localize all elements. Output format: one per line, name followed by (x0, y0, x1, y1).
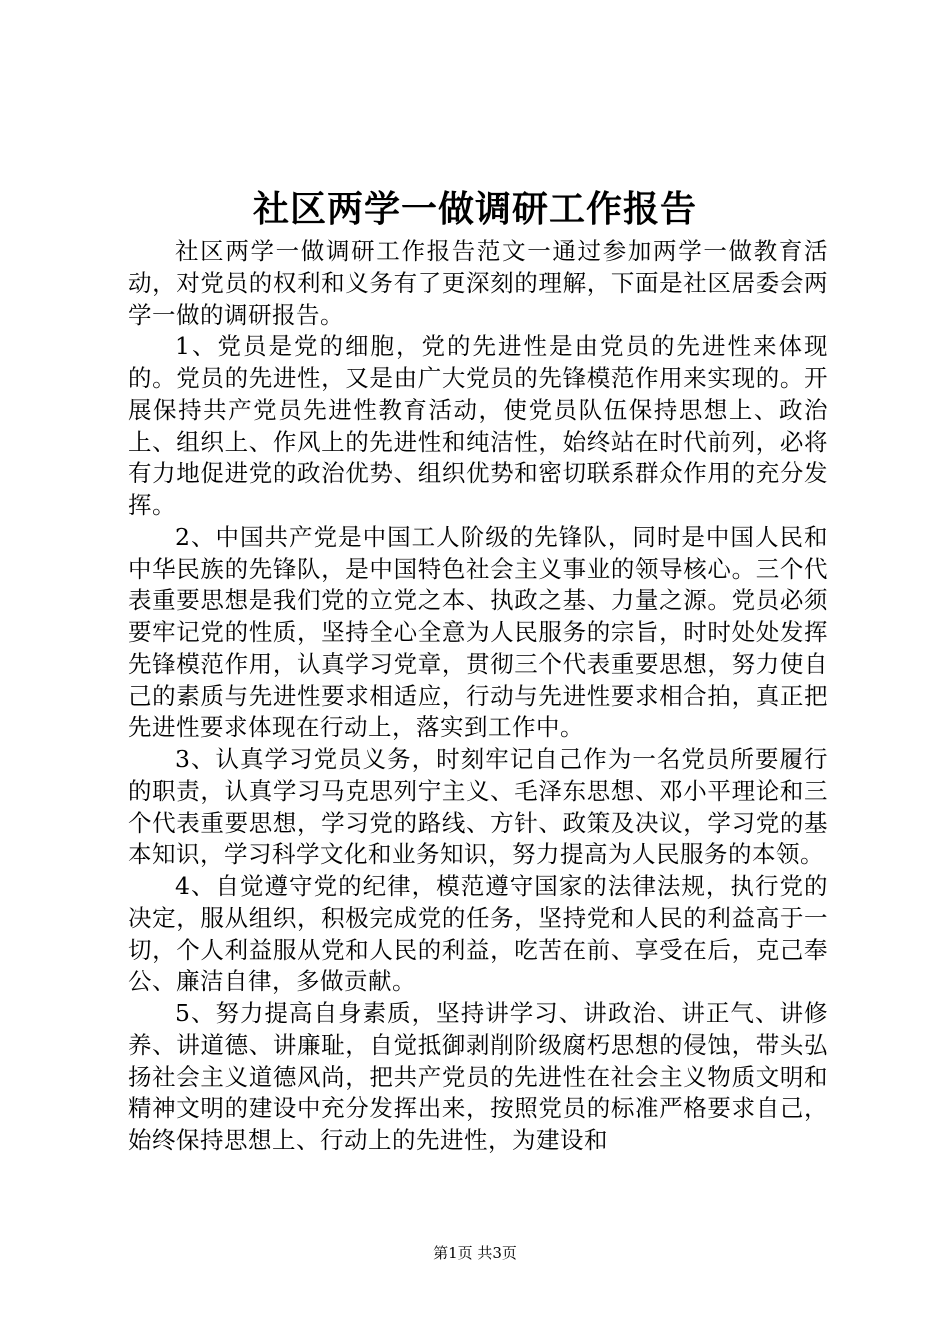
page-number-footer: 第1页 共3页 (433, 1244, 517, 1262)
paragraph-3: 3、认真学习党员义务，时刻牢记自己作为一名党员所要履行的职责，认真学习马克思列宁主义、毛泽东思想、邓小平理论和三个代表重要思想，学习党的路线、方针、政策及决议，学习党的基本知识，学习科学文化和业务知识，努力提高为人民服务的本领。 (128, 745, 828, 869)
paragraph-2: 2、中国共产党是中国工人阶级的先锋队，同时是中国人民和中华民族的先锋队，是中国特色社会主义事业的领导核心。三个代表重要思想是我们党的立党之本、执政之基、力量之源。党员必须要牢记党的性质，坚持全心全意为人民服务的宗旨，时时处处发挥先锋模范作用，认真学习党章，贯彻三个代表重要思想，努力使自己的素质与先进性要求相适应，行动与先进性要求相合拍，真正把先进性要求体现在行动上，落实到工作中。 (128, 522, 828, 742)
document-body (128, 236, 828, 1157)
paragraph-intro: 社区两学一做调研工作报告范文一通过参加两学一做教育活动，对党员的权利和义务有了更深刻的理解，下面是社区居委会两学一做的调研报告。 (128, 237, 828, 329)
paragraph-5: 5、努力提高自身素质，坚持讲学习、讲政治、讲正气、讲修养、讲道德、讲廉耻，自觉抵御剥削阶级腐朽思想的侵蚀，带头弘扬社会主义道德风尚，把共产党员的先进性在社会主义物质文明和精神文明的建设中充分发挥出来，按照党员的标准严格要求自己，始终保持思想上、行动上的先进性，为建设和 (128, 999, 828, 1154)
document-title: 社区两学一做调研工作报告 (252, 188, 697, 230)
paragraph-4: 4、自觉遵守党的纪律，模范遵守国家的法律法规，执行党的决定，服从组织，积极完成党的任务，坚持党和人民的利益高于一切，个人利益服从党和人民的利益，吃苦在前、享受在后，克己奉公、廉洁自律，多做贡献。 (128, 872, 828, 996)
paragraph-1: 1、党员是党的细胞，党的先进性是由党员的先进性来体现的。党员的先进性，又是由广大党员的先锋模范作用来实现的。开展保持共产党员先进性教育活动，使党员队伍保持思想上、政治上、组织上、作风上的先进性和纯洁性，始终站在时代前列，必将有力地促进党的政治优势、组织优势和密切联系群众作用的充分发挥。 (128, 332, 828, 519)
